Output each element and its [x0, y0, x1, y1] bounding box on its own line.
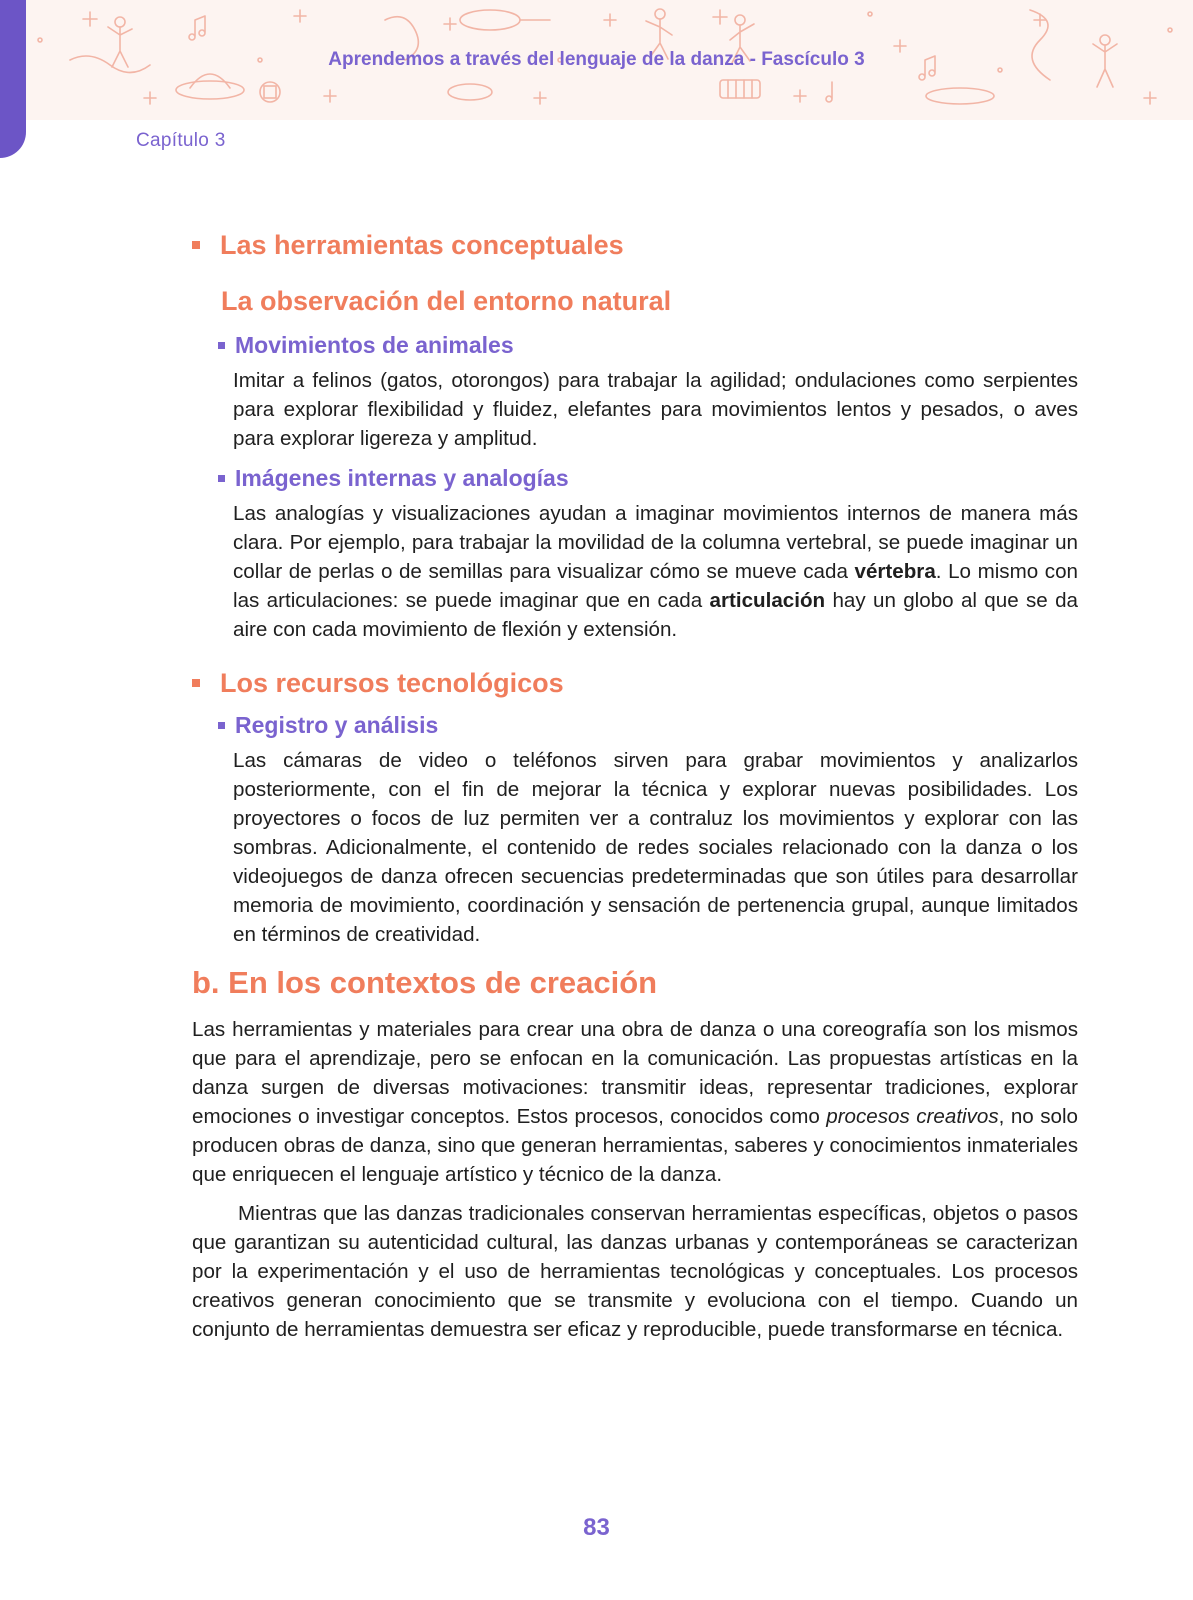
item-internal-images [218, 463, 1078, 493]
bold-term-vertebra: vértebra [854, 560, 936, 583]
paragraph-recording-analysis: Las cámaras de video o teléfonos sirven para grabar movimientos y analizarlos posteriormente, con el fin de mejorar la técnica y explorar nuevas posibilidades. Los proyectores o focos de luz permiten ver a contraluz los movimientos y explorar con las sombras. Adicionalmente, el contenido de redes sociales relacionado con la danza o los videojuegos de danza ofrecen secuencias predeterminadas que son útiles para desarrollar memoria de movimiento, coordinación y sensación de pertenencia grupal, aunque limitados en términos de creatividad. [233, 749, 1078, 946]
text-run: Las herramientas y materiales para crear una obra de danza o una coreografía son los mismos que para el aprendizaje, pero se enfocan en la comunicación. Las propuestas artísticas en la danza surgen de diversas motivaciones: transmitir ideas, representar tradiciones, explorar emociones o investigar conceptos. Estos procesos, conocidos como [192, 1018, 1078, 1128]
item-title: Movimientos de animales [235, 332, 514, 358]
item-animal-movements [218, 330, 1078, 360]
chapter-label: Capítulo 3 [136, 130, 226, 151]
chapter-side-tab [0, 0, 26, 158]
square-bullet-icon [192, 679, 200, 687]
heading-text: Los recursos tecnológicos [220, 668, 564, 698]
bold-term-articulacion: articulación [709, 589, 826, 612]
text-run: hay un globo al que se da aire con cada movimiento de flexión y extensión. [233, 589, 1078, 641]
paragraph-animal-movements: Imitar a felinos (gatos, otorongos) para trabajar la agilidad; ondulaciones como serpientes para explorar flexibilidad y fluidez, elefantes para movimientos lentos y pesados, o aves para explorar ligereza y amplitud. [233, 369, 1078, 450]
item-title: Imágenes internas y analogías [235, 465, 569, 491]
square-bullet-icon [218, 722, 225, 729]
item-recording-analysis [218, 710, 1078, 740]
paragraph-creation-1 [192, 1015, 1078, 1189]
item-title: Registro y análisis [235, 712, 439, 738]
text-run: Las analogías y visualizaciones ayudan a imaginar movimientos internos de manera más clara. Por ejemplo, para trabajar la movilidad de la columna vertebral, se puede imaginar un collar de perlas o de semillas para visualizar cómo se mueve cada [233, 502, 1078, 583]
section-title-creation-contexts: b. En los contextos de creación [192, 965, 658, 1000]
heading-text: Las herramientas conceptuales [220, 230, 624, 260]
heading-technological-resources [192, 666, 1078, 700]
paragraph-internal-images [233, 499, 1078, 644]
square-bullet-icon [218, 342, 225, 349]
text-run: , no solo producen obras de danza, sino que generan herramientas, saberes y conocimientos inmateriales que enriquecen el lenguaje artístico y técnico de la danza. [192, 1105, 1078, 1186]
square-bullet-icon [192, 241, 200, 249]
heading-conceptual-tools [192, 228, 1078, 262]
page-number: 83 [583, 1514, 610, 1541]
page-content [192, 228, 1078, 1344]
running-head: Aprendemos a través del lenguaje de la danza - Fascículo 3 [328, 49, 865, 70]
square-bullet-icon [218, 475, 225, 482]
subheading-natural-environment: La observación del entorno natural [221, 286, 672, 316]
paragraph-creation-2: Mientras que las danzas tradicionales conservan herramientas específicas, objetos o pasos que garantizan su autenticidad cultural, las danzas urbanas y contemporáneas se caracterizan por la experimentación y el uso de herramientas tecnológicas y conceptuales. Los procesos creativos generan conocimiento que se transmite y evoluciona con el tiempo. Cuando un conjunto de herramientas demuestra ser eficaz y reproducible, puede transformarse en técnica. [192, 1202, 1078, 1341]
italic-term-creative-processes: procesos creativos [826, 1105, 999, 1128]
text-run: . Lo mismo con las articulaciones: se puede imaginar que en cada [233, 560, 1078, 612]
